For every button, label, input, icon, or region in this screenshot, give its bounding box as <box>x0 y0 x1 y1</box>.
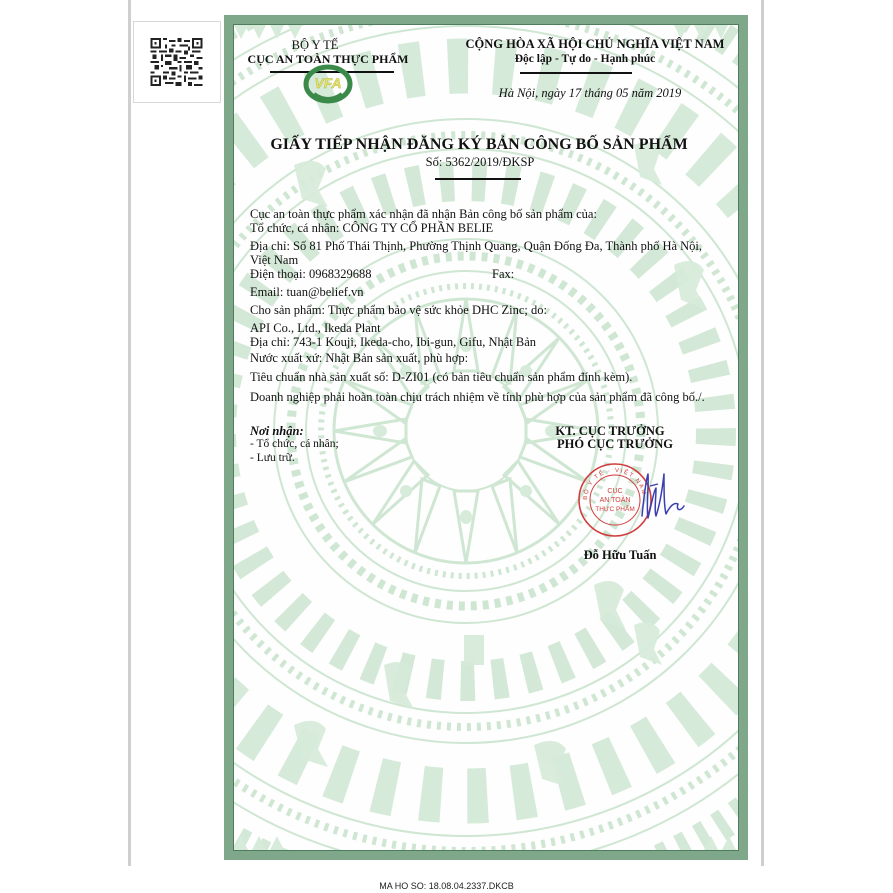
body-line-standard: Tiêu chuẩn nhà sản xuất số: D-ZI01 (có bản tiêu chuẩn sản phẩm đính kèm). <box>250 370 633 384</box>
agency-name: CỤC AN TOÀN THỰC PHẨM <box>247 52 409 66</box>
recipient-item: - Tổ chức, cá nhân; <box>250 438 339 450</box>
body-line-phone: Điện thoại: 0968329688 <box>250 267 372 281</box>
vfa-logo-text: VFA <box>314 75 342 91</box>
svg-text:CỤC: CỤC <box>607 488 623 495</box>
header-right-rule <box>520 72 632 74</box>
place-date: Hà Nội, ngày 17 tháng 05 năm 2019 <box>498 86 682 100</box>
body-line-intro: Cục an toàn thực phẩm xác nhận đã nhận Bản công bố sản phẩm của: <box>250 207 597 221</box>
body-line-fax: Fax: <box>492 267 515 281</box>
svg-text:THỰC PHẨM: THỰC PHẨM <box>595 506 635 513</box>
qr-code-box <box>133 21 221 103</box>
recipient-item: - Lưu trữ. <box>250 452 295 464</box>
body-line-address-cont: Việt Nam <box>250 253 299 267</box>
recipients-heading: Nơi nhận: <box>250 424 304 438</box>
country-name: CỘNG HÒA XÃ HỘI CHỦ NGHĨA VIỆT NAM <box>465 37 725 51</box>
ministry-name: BỘ Y TẾ <box>291 38 339 52</box>
body-line-organization: Tổ chức, cá nhân: CÔNG TY CỔ PHẦN BELIE <box>250 221 494 235</box>
registration-number: Số: 5362/2019/ĐKSP <box>425 155 535 169</box>
body-line-address: Địa chỉ: Số 81 Phố Thái Thịnh, Phường Thịnh Quang, Quận Đống Đa, Thành phố Hà Nội, <box>250 239 703 253</box>
handwritten-signature-icon <box>636 466 696 530</box>
signer-title-line2: PHÓ CỤC TRƯỞNG <box>557 437 673 451</box>
vfa-logo-icon <box>302 64 354 104</box>
body-line-manufacturer: API Co., Ltd., Ikeda Plant <box>250 321 381 335</box>
body-line-responsibility: Doanh nghiệp phải hoàn toàn chịu trách nhiệm về tính phù hợp của sản phẩm đã công bố./. <box>250 390 705 404</box>
body-line-manufacturer-address: Địa chỉ: 743-1 Kouji, Ikeda-cho, Ibi-gun, Gifu, Nhật Bản <box>250 335 537 349</box>
body-line-origin: Nước xuất xứ: Nhật Bản sản xuất, phù hợp: <box>250 351 469 365</box>
national-motto: Độc lập - Tự do - Hạnh phúc <box>514 53 656 65</box>
body-line-email: Email: tuan@belief.vn <box>250 285 364 299</box>
signer-name: Đỗ Hữu Tuấn <box>583 548 657 562</box>
signer-title-line1: KT. CỤC TRƯỞNG <box>555 424 665 438</box>
title-rule <box>435 178 521 180</box>
body-line-product: Cho sản phẩm: Thực phẩm bảo vệ sức khỏe DHC Zinc; do: <box>250 303 547 317</box>
svg-text:BỘ Y TẾ · VIỆT NAM: BỘ Y TẾ · VIỆT NAM <box>582 467 647 501</box>
svg-text:AN TOÀN: AN TOÀN <box>599 497 631 504</box>
dossier-code: MA HO SO: 18.08.04.2337.DKCB <box>379 881 514 891</box>
document-title: GIẤY TIẾP NHẬN ĐĂNG KÝ BẢN CÔNG BỐ SẢN PHẨM <box>270 136 688 153</box>
qr-code-icon <box>150 38 203 86</box>
